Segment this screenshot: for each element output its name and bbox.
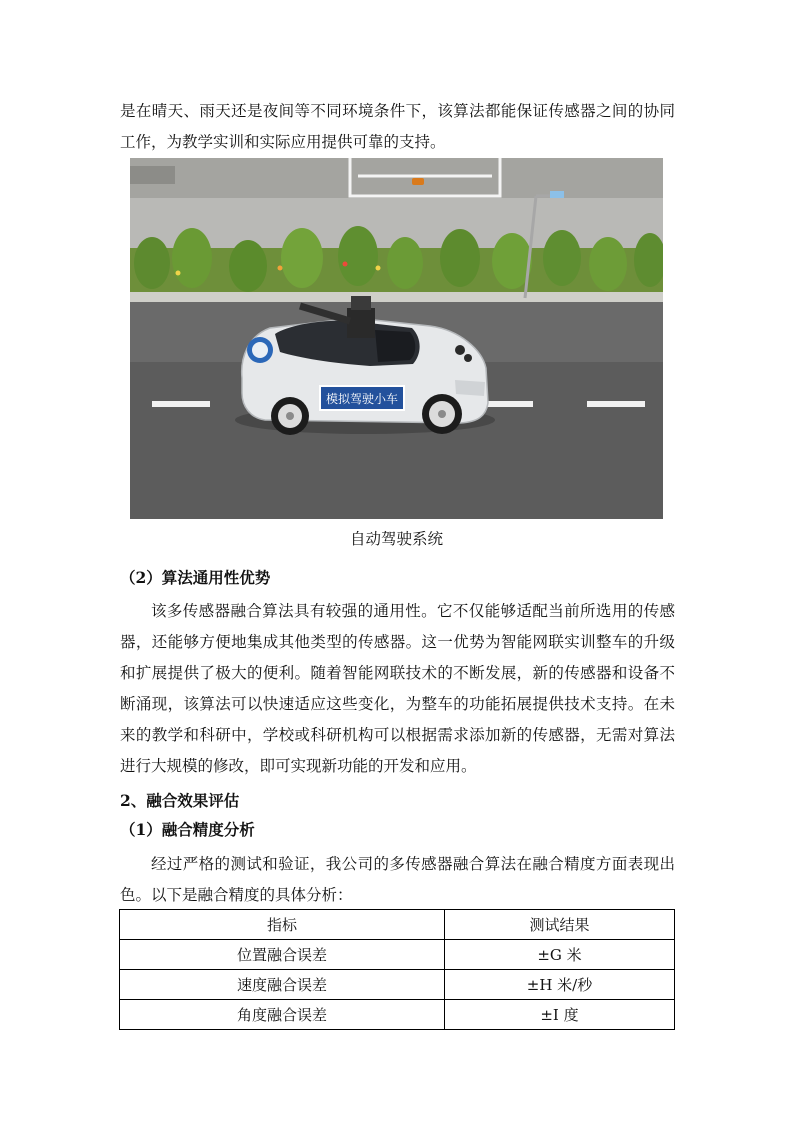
- section-heading-evaluation: 2、融合效果评估: [120, 791, 240, 810]
- metric-cell: 角度融合误差: [120, 1000, 445, 1030]
- section-heading-generality: （2）算法通用性优势: [120, 568, 271, 587]
- header-result: 测试结果: [445, 910, 675, 940]
- car-illustration: [130, 158, 663, 519]
- precision-paragraph: 经过严格的测试和验证，我公司的多传感器融合算法在融合精度方面表现出色。以下是融合精度的具体分析：: [120, 855, 675, 904]
- table-row: [120, 970, 675, 1000]
- figure-caption: 自动驾驶系统: [349, 530, 443, 548]
- metric-cell: 位置融合误差: [120, 940, 445, 970]
- result-cell: ±I 度: [445, 1000, 675, 1030]
- subsection-heading-precision: （1）融合精度分析: [120, 820, 255, 839]
- autonomous-car-photo: [130, 158, 663, 519]
- header-metric: 指标: [120, 910, 445, 940]
- table-row: [120, 940, 675, 970]
- car-sign-text: 模拟驾驶小车: [325, 392, 399, 406]
- result-cell: ±G 米: [445, 940, 675, 970]
- precision-table: [119, 909, 675, 1030]
- table-header-row: [120, 910, 675, 940]
- table-row: [120, 1000, 675, 1030]
- generality-paragraph: 该多传感器融合算法具有较强的通用性。它不仅能够适配当前所选用的传感器，还能够方便地集成其他类型的传感器。这一优势为智能网联实训整车的升级和扩展提供了极大的便利。随着智能网联技术的不断发展，新的传感器和设备不断涌现，该算法可以快速适应这些变化，为整车的功能拓展提供技术支持。在未来的教学和科研中，学校或科研机构可以根据需求添加新的传感器，无需对算法进行大规模的修改，即可实现新功能的开发和应用。: [120, 602, 675, 775]
- intro-paragraph: 是在晴天、雨天还是夜间等不同环境条件下，该算法都能保证传感器之间的协同工作，为教学实训和实际应用提供可靠的支持。: [120, 102, 675, 151]
- metric-cell: 速度融合误差: [120, 970, 445, 1000]
- result-cell: ±H 米/秒: [445, 970, 675, 1000]
